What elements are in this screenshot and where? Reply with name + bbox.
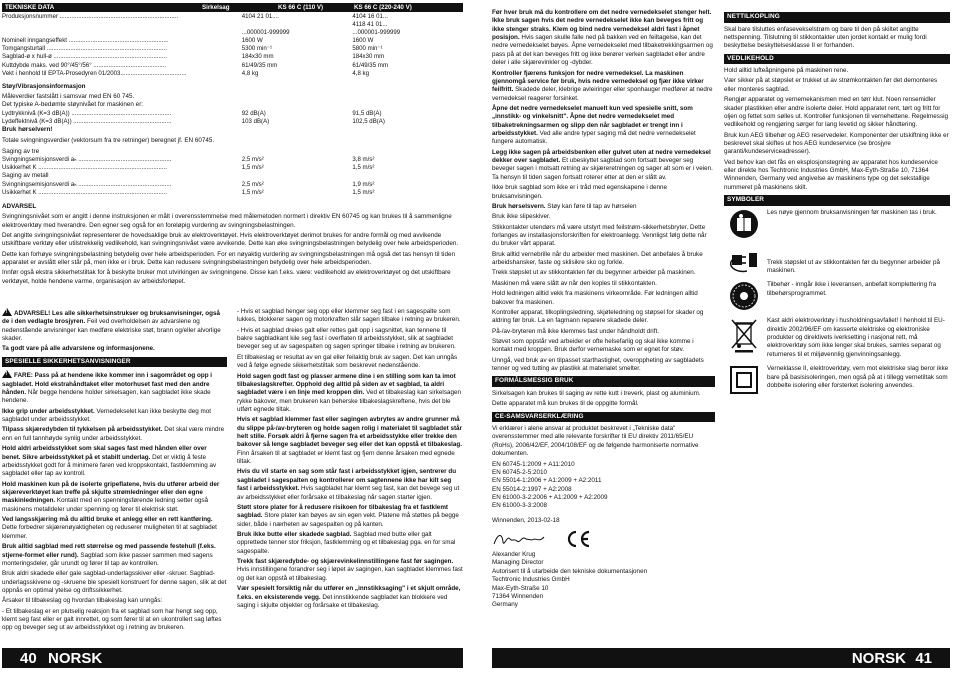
p2-normal: Vernedekselet kan ikke beskytte deg mot sagbladet under arbeidsstykket. bbox=[2, 407, 211, 424]
ved2: Vær sikker på at støpslet er trukket ut av strømkontakten før det demonteres eller monteres sagblad. bbox=[724, 77, 938, 93]
net-text: Skal bare tilsluttes enfasevekselstrøm og bare til den på skiltet angitte nettspenning. Tilslutning til stikkontakter uten jordet kontakt er mulig fordi beskyttelse beskyttelsesklasse II er forhanden. bbox=[724, 25, 927, 50]
symbol-row-bin bbox=[724, 317, 950, 359]
ved4: Bruk kun AEG tilbehør og AEG reservedeler. Komponenter der utskiftning ikke er beskrevet skal skiftes ut hos AEG kundeservice (se brosjyre garanti/kundeserviceadresser). bbox=[724, 131, 949, 156]
table-cell-label: Lydeffektnivå (K=3 dB(A)) .......................................................... bbox=[2, 117, 172, 125]
p4-bold: Hold aldri arbeidsstykket som skal sages fast med hånden eller over benet. Sikre arbeidsstykket på et stabilt underlag. bbox=[2, 445, 207, 461]
sign-auth: Autorisert til å utarbeide den tekniske dokumentasjonen bbox=[492, 567, 648, 575]
section-header-special: SPESIELLE SIKKERHETSANVISNINGER bbox=[2, 357, 227, 368]
mid-p6-normal: Hvis sagbladet har klemt seg fast, kan det bevege seg ut av arbeidsstykket eller forårsake et tilbakeslag når sagen starter igjen. bbox=[237, 485, 460, 501]
left-page-top bbox=[2, 13, 463, 288]
left-page-col1 bbox=[2, 308, 227, 648]
section-header-formal: FORMÅLSMESSIG BRUK bbox=[492, 376, 715, 387]
table-row bbox=[2, 13, 463, 21]
mid-p1: - Hvis et sagblad henger seg opp eller klemmer seg fast i en sagespalte som lukkes, blokkerer sagen og motorkraften slår sagen tilbake i retning av brukeren. bbox=[237, 308, 461, 324]
table-cell-label: Svingningsemisjonsverdi aₕ ....................................................... bbox=[2, 180, 172, 188]
ra-p14: På-/av-bryteren må ikke klemmes fast under håndholdt drift. bbox=[492, 327, 659, 335]
table-row bbox=[2, 37, 463, 45]
p3-normal: Det skal være mindre enn en full tannhøyde synlig under arbeidsstykket. bbox=[2, 426, 225, 442]
table-cell-v2: 1,5 m/s² bbox=[352, 164, 375, 172]
saw-blade-accessory-icon bbox=[729, 281, 759, 311]
standard-item: EN 61000-3-2:2006 + A1:2009 + A2:2009 bbox=[492, 494, 608, 501]
mid-p7-bold: Støtt store plater for å redusere risikoen for tilbakeslag fra et fastklemt sagblad. bbox=[237, 503, 449, 520]
p6-bold: Ved langsskjæring må du alltid bruke et anlegg eller en rett kantføring. bbox=[2, 516, 213, 524]
table-cell-label bbox=[2, 29, 242, 37]
ra-p15: Støvet som oppstår ved arbeider er ofte helsefarlig og skal ikke komme i kontakt med kroppen. Bruk derfor vernemaske som er egnet for støv. bbox=[492, 337, 694, 354]
left-page-language: NORSK bbox=[48, 650, 103, 667]
table-cell-v1: 4,8 kg bbox=[241, 69, 259, 77]
ra-p2-normal: Skadede deler, klebrige avleiringer eller sponhauger medfører at nedre vernedeksel reagerer forsinket. bbox=[492, 86, 713, 102]
mid-p6-bold: Hvis du vil starte en sag som står fast i arbeidsstykket igjen, sentrerer du sagbladet i sagespalten og kontrollerer om sagtennene ikke har kilt seg fast i arbeidsstykket. bbox=[237, 468, 457, 493]
mid-p7-normal: Store plater kan bøyes av sin egen vekt. Platene må støttes på begge sider, både i nærheten av sagespalten og på kanten. bbox=[237, 512, 459, 528]
ra-p10: Trekk støpslet ut av stikkontakten før du begynner arbeider på maskinen. bbox=[492, 269, 696, 277]
symbol-row-accessory bbox=[724, 281, 950, 311]
table-cell-v1: ...000001-999999 bbox=[241, 29, 290, 37]
table-cell-v2: 1,5 m/s² bbox=[352, 188, 375, 196]
ved5: Ved behov kan det fås en eksplosjonstegning av apparatet hos kundeservice eller direkte hos Techtronic Industries GmbH, Max-Eyth-Straße 10, 71364 Winnenden, Germany ved angivelse av maskinens type og det sekstallige nummeret på maskinens skilt. bbox=[724, 158, 938, 191]
table-row bbox=[2, 29, 463, 37]
fare-normal: Når begge hendene holder sirkelsagen, kan sagbladet ikke skade hendene. bbox=[2, 389, 211, 405]
table-row bbox=[2, 21, 463, 29]
mid-p8-bold: Bruk ikke butte eller skadede sagblad. bbox=[237, 530, 352, 538]
ce-mark-icon bbox=[565, 529, 591, 549]
ra-p3-bold: Åpne det nedre vernedekselet manuelt kun ved spesielle snitt, som „innstikk- og vinkelsnitt". Åpne det nedre vernedekselet med tilbaketrekningsarmen og slipp den når sagbladet er trengt inn i arbeidsstykket. bbox=[492, 104, 693, 138]
p7-normal: Sagblad som ikke passer sammen med sagens monteringsdeler, går urundt og fører til tap av kontrollen. bbox=[2, 551, 213, 567]
ra-p7: Bruk ikke slipeskiver. bbox=[492, 213, 551, 221]
table-cell-v2: 4104 16 01... bbox=[352, 13, 388, 20]
table-cell-v2: 4118 41 01... bbox=[352, 21, 388, 29]
ra-p1-bold: Før hver bruk må du kontrollere om det nedre vernedekselet stenger helt. Ikke bruk sagen hvis det nedre vernedekselet ikke kan beveges fritt og ikke stenger straks. Klem og bind nedre vernedeksel aldri fast i åpnet posisjon. bbox=[492, 9, 712, 42]
table-cell-v2: 3,8 m/s² bbox=[352, 156, 375, 164]
class-ii-square-icon bbox=[729, 365, 759, 395]
left-page-col2 bbox=[237, 308, 463, 648]
fare-bold: FARE: Pass på at hendene ikke kommer inn i sagområdet og opp i sagbladet. Hold ekstrahåndtaket eller motorhuset fast med den andre hånden. bbox=[2, 372, 213, 397]
table-row bbox=[2, 118, 463, 126]
formal2: Dette apparatet må kun brukes til de oppgitte formål. bbox=[492, 400, 639, 408]
tech-data-title: TEKNISKE DATA bbox=[5, 4, 55, 11]
symbol-row-unplug bbox=[724, 245, 950, 276]
p5-bold: Hold maskinen kun på de isolerte gripeflatene, hvis du utfører arbeid der skjæreverktøyet kan treffe på skjulte strømledninger eller den egne maskinledningen. bbox=[2, 480, 220, 505]
table-row bbox=[2, 70, 463, 78]
mid-p3: Et tilbakeslag er resultat av en gal eller feilaktig bruk av sagen. Det kan unngås ved å følge egnede sikkerhetstiltak som beskrevet nedenstående. bbox=[237, 353, 458, 370]
country: Germany bbox=[492, 601, 518, 609]
mid-p4-bold: Hold sagen godt fast og plasser armene dine i en stilling som kan ta imot tilbakeslagskrefter. Opphold deg alltid på siden av et sagblad, ta aldri sagbladet være i en linje med kroppen din. bbox=[237, 372, 456, 397]
mid-p2: - Hvis et sagblad dreies galt eller rettes galt opp i sagsnittet, kan tennene til bakre sagbladkant kile seg fast i overflaten til arbeidsstykket, slik at sagbladet beveger seg ut av sagespalten og sagen springer tilbake i retning av brukeren. bbox=[237, 326, 456, 351]
table-cell-v2: 5800 min⁻¹ bbox=[352, 45, 383, 53]
standard-item: EN 61000-3-3:2008 bbox=[492, 502, 547, 510]
table-cell-v1: 184x30 mm bbox=[241, 53, 274, 61]
p8: Bruk aldri skadede eller gale sagblad-underlagsskiver eller -skruer. Sagblad-underlagsskivene og -skruene ble spesielt konstruert for denne sagen, slik at det oppnås en optimal ytelse og driftssikkerhet. bbox=[2, 570, 227, 594]
ra-p4-bold: Legg ikke sagen på arbeidsbenken eller gulvet uten at nedre vernedeksel dekker over sagbladet. bbox=[492, 148, 711, 165]
warning-icon bbox=[2, 308, 12, 316]
p6-normal: Dette forbedrer skjærenøyaktigheten og reduserer muligheten til at sagbladet klemmer. bbox=[2, 524, 217, 540]
sign-title: Managing Director bbox=[492, 559, 544, 567]
sym3-text: Tilbehør - inngår ikke i leveransen, anbefalt komplettering fra tilbehørsprogrammet. bbox=[767, 281, 937, 297]
tech-data-col0: Sirkelsag bbox=[202, 4, 230, 11]
section-header-maintenance: VEDLIKEHOLD bbox=[724, 54, 950, 65]
table-row bbox=[2, 164, 463, 172]
ra-p12: Hold ledningen alltid vekk fra maskinens virkeområde. Før ledningen alltid bakover fra maskinen. bbox=[492, 290, 698, 306]
ra-p9: Bruk alltid vernebrille når du arbeider med maskinen. Det anbefales å bruke arbeidshansker, faste og sklisikre sko og forkle. bbox=[492, 250, 703, 267]
table-row bbox=[2, 110, 463, 118]
signature-row bbox=[492, 529, 715, 549]
company: Techtronic Industries GmbH bbox=[492, 576, 570, 584]
ra-p6-normal: Støy kan føre til tap av hørselen bbox=[545, 202, 637, 210]
table-cell-label: Vekt i henhold til EPTA-Prosedyren 01/2003....................................... bbox=[2, 69, 187, 77]
sym1-text: Les nøye gjennom bruksanvisningen før maskinen tas i bruk. bbox=[767, 208, 937, 216]
ra-p1-normal: Hvis sagen skulle falle ned på bakken ved en feiltagelse, kan det nedre vernedekselet bøyes. Åpne vernedekselet med tilbaketrekkingsarmen og pass på at det kan beveges fritt og ikke berører verken sagbladet eller andre deler i alle skjærevinkler og -dybder. bbox=[492, 34, 713, 67]
sym5-text: Verneklasse II, elektroverktøy, vern mot elektriske slag beror ikke bare på basisisoleringen, men også på at i tillegg vernetiltak som dobbelte isolering eller forsterket isolering anvendes. bbox=[767, 365, 949, 389]
table-cell-v1: 92 dB(A) bbox=[241, 109, 266, 117]
left-footer bbox=[2, 648, 463, 668]
table-cell-v1 bbox=[242, 21, 353, 29]
left-page-number: 40 bbox=[20, 650, 37, 667]
table-row bbox=[2, 189, 463, 197]
vib-total: Totale svingningsverdier (vektorsum fra tre retninger) beregnet jf. EN 60745. bbox=[2, 137, 215, 145]
mid-p5-bold: Hvis et sagblad klemmer fast eller sagingen avbrytes av andre grunner må du slippe på-/av-bryteren og holde sagen rolig i materialet til sagbladet står helt stille. Forsøk aldri å fjerne sagen fra et arbeidsstykke eller trekke den bakover så lenge sagbladet beveger seg eller det kan oppstå et tilbakeslag. bbox=[237, 416, 463, 449]
table-row bbox=[2, 156, 463, 164]
sym4-text: Kast aldri elektroverktøy i husholdningsavfallet! I henhold til EU-direktiv 2002/96/EF om kasserte elektriske og elektroniske produkter og direktivets iverksetting i nasjonal rett, må elektroverktøy som ikke lenger skal brukes, samles separat og returneres til et miljøvennlig gjenvinningsanlegg. bbox=[767, 317, 945, 358]
table-cell-v1: 1600 W bbox=[241, 37, 263, 45]
table-cell-label: Svingningsemisjonsverdi aₕ ....................................................... bbox=[2, 156, 172, 164]
street: Max-Eyth-Straße 10 bbox=[492, 584, 549, 592]
table-cell-v2: 4,8 kg bbox=[352, 69, 369, 77]
ved3: Rengjør apparatet og vernemekanismen med en tørr klut. Noen rensemidler skader plastikken eller andre isolerte deler. Hold apparatet rent, tørt og fritt for oljen og fettet som sølles ut. Kontroller funksjonen til vernehettene. Regelmessig vedlikehold og rengjøring sørger for lang levetid og sikker håndtering. bbox=[724, 96, 949, 129]
mid-p5-normal: Finn årsaken til at sagbladet er klemt fast og fjern denne årsaken med egnede tiltak. bbox=[237, 449, 455, 466]
table-cell-v2: ...000001-999999 bbox=[352, 29, 401, 37]
p4-normal: Det er viktig å feste arbeidsstykket godt for å minimere faren ved kroppskontakt, fastklemming av sagbladet eller tap av kontroll. bbox=[2, 453, 217, 478]
tech-data-col2: KS 66 C (220-240 V) bbox=[354, 4, 412, 11]
table-cell-label: Tomgangsturtall ....................................................................... bbox=[2, 45, 167, 53]
mid-p10-bold: Vær spesielt forsiktig når du utfører en „innstikksaging" i et skjult område, f.eks. en eksisterende vegg. bbox=[237, 585, 461, 601]
table-cell-label: Nominell inngangseffekt ........................................................... bbox=[2, 37, 169, 45]
table-cell-label bbox=[2, 21, 242, 29]
tech-data-col1: KS 66 C (110 V) bbox=[278, 4, 324, 11]
mid-p8-normal: Sagblad med butte eller galt opprettede tenner stor friksjon, fastklemming og et tilbakeslag pga. en for smal sagespalte. bbox=[237, 530, 456, 555]
formal1: Sirkelsagen kan brukes til saging av rette kutt i treverk, plast og aluminium. bbox=[492, 389, 701, 397]
ved1: Hold alltid lufteåpningene på maskinen rene. bbox=[724, 67, 849, 75]
advarsel-p4: Innfør også ekstra sikkerhetstiltak for å beskytte bruker mot utvirkingen av svingningene. Disse kan f.eks. være: vedlikehold av elektroverktøyet og det utskiftbare verktøyet, holde hendene varme, organisasjon av arbeidsforløpet. bbox=[2, 269, 451, 285]
unplug-icon bbox=[729, 245, 759, 275]
ra-p5: Ikke bruk sagblad som ikke er i tråd med egenskapene i denne bruksanvisningen. bbox=[492, 184, 668, 200]
warning-icon bbox=[2, 370, 12, 378]
crossed-bin-icon bbox=[729, 317, 759, 353]
manual-read-icon bbox=[729, 209, 759, 239]
tech-data-header bbox=[2, 3, 463, 12]
noise-table bbox=[2, 110, 463, 126]
table-cell-v1: 1,5 m/s² bbox=[241, 164, 264, 172]
table-cell-v2: 61/49/35 mm bbox=[352, 61, 388, 69]
table-cell-v1: 2,5 m/s² bbox=[241, 156, 264, 164]
advarsel-p3: Dette kan forhøye svingningsbelastning betydelig over hele arbeidsperioden. For en nøyaktig vurdering av svingningsbelastningen må også det tas hensyn til tiden apparatet er avslått eller står på, men ikke er i bruk. Dette kan redusere svingningsbelastningen betydelig over hele arbeidsperioden. bbox=[2, 250, 455, 266]
section-header-symbols: SYMBOLER bbox=[724, 195, 950, 206]
right-page-col1 bbox=[492, 9, 715, 649]
table-cell-label: Usikkerhet K ............................................................................ bbox=[2, 188, 167, 196]
standards-list bbox=[492, 461, 715, 511]
ce1: Vi erklærer i alene ansvar at produktet beskrevet i „Tekniske data" overensstemmer med alle relevante forskrifter til EU direktiv 2011/65/EU (RoHs), 2006/42/EF, 2004/108/EF og de følgende harmoniserte normative dokumenten. bbox=[492, 425, 699, 458]
ra-p13: Kontroller apparat, tilkoplingsledning, skjøteledning og støpsel for skader og aldring før bruk. La en fagmann reparere skadede deler. bbox=[492, 308, 704, 325]
mid-p9-bold: Trekk fast skjæredybde- og skjærevinkelinnstillingene fast før sagingen. bbox=[237, 558, 454, 566]
ce-place: Winnenden, 2013-02-18 bbox=[492, 516, 560, 524]
signature-icon bbox=[492, 529, 547, 549]
keep-note: Ta godt vare på alle advarslene og informasjonene. bbox=[2, 345, 155, 353]
table-row bbox=[2, 45, 463, 53]
section-header-net: NETTILKOPLING bbox=[724, 12, 950, 23]
table-cell-label: Usikkerhet K ............................................................................ bbox=[2, 164, 167, 172]
ra-p11: Maskinen må være slått av når den koples til stikkontakten. bbox=[492, 279, 657, 287]
warn-normal: Feil ved overholdelsen av advarslene og nedenstående anvisninger kan medføre elektriske støt, brann og/eller alvorlige skader. bbox=[2, 318, 221, 343]
city: 71364 Winnenden bbox=[492, 592, 544, 600]
table-row bbox=[2, 53, 463, 61]
table-cell-v1: 103 dB(A) bbox=[241, 117, 270, 125]
ra-p16: Unngå, ved bruk av en tilpasset starthastighet, overoppheting av sagbladets tenner og ved tutting av plastikk at materialet smelter. bbox=[492, 356, 704, 373]
ra-p3-normal: Ved alle andre typer saging må det nedre vernedekselet fungere automatisk. bbox=[492, 130, 696, 146]
sign-name: Alexander Krug bbox=[492, 551, 536, 559]
table-cell-v2: 1,9 m/s² bbox=[352, 180, 375, 188]
p5-normal: Kontakt med en spenningsførende ledning setter også maskinens metalldeler under spenning og fører til elektrisk støt. bbox=[2, 497, 209, 513]
right-page-col2 bbox=[724, 9, 950, 649]
vib-table-wood bbox=[2, 156, 463, 172]
ra-p2-bold: Kontroller fjærens funksjon for nedre vernedeksel. La maskinen gjennomgå service før bruk, hvis nedre vernedeksel og fjær ikke virker feilfritt. bbox=[492, 69, 704, 94]
table-cell-v1: 61/49/35 mm bbox=[241, 61, 278, 69]
p9: Årsaker til tilbakeslag og hvordan tilbakeslag kan unngås: bbox=[2, 597, 163, 605]
right-page-number: 41 bbox=[915, 650, 932, 667]
table-cell-v2: 102,5 dB(A) bbox=[352, 117, 385, 125]
table-cell-v2: 184x30 mm bbox=[352, 53, 385, 61]
standard-item: EN 55014-2:1997 + A2:2008 bbox=[492, 485, 572, 493]
ra-p6-bold: Bruk hørselsvern. bbox=[492, 202, 546, 210]
noise-intro1: Måleverdier fastslått i samsvar med EN 60 745. bbox=[2, 93, 135, 101]
table-cell-v1: 2,5 m/s² bbox=[241, 180, 264, 188]
spec-table bbox=[2, 13, 463, 78]
mid-p10-normal: Det innstikkende sagbladet kan blokkere ved saging i skjulte objekter og forårsake et tilbakeslag. bbox=[237, 593, 448, 609]
noise-title: Støy/Vibrasjonsinformasjon bbox=[2, 82, 86, 90]
table-cell-label: Sagblad-ø x hull-ø ................................................................... bbox=[2, 53, 167, 61]
noise-intro2: Det typiske A-bedømte støynivået for maskinen er: bbox=[2, 101, 144, 109]
standard-item: EN 60745-1:2009 + A11:2010 bbox=[492, 460, 575, 468]
advarsel-p2: Det angitte svingningsnivået representerer de hovedsaklige bruk av elektroverktøyet. Hvis elektroverktøyet derimot brukes for andre formål og med avvikende utskiftbare verktøy eller utilstrekkelig vedlikehold, kan svingningsnivået være avvikende. Dette kan øke svingningsbelastningen betydelig over hele arbeidsperioden. bbox=[2, 231, 459, 248]
advarsel-p1: Svingningsnivået som er angitt i denne instruksjonen er målt i overensstemmelse med målemetoden normert i direktiv EN 60745 og kan brukes til å sammenligne elektroverktøy med hverandre. Den egner seg også for en foreløpig vurdering av svingningsbelastningen. bbox=[2, 213, 452, 229]
table-cell-v1: 1,5 m/s² bbox=[241, 188, 264, 196]
p10: - Et tilbakeslag er en plutselig reaksjon fra et sagblad som har hengt seg opp, klemt seg fast eller er galt innrettet, og som fører til at en ukontrollert sag løftes opp og beveger seg ut av arbeidsstykket og i retning av brukeren. bbox=[2, 607, 222, 632]
advarsel-title: ADVARSEL bbox=[2, 202, 37, 210]
p7-bold: Bruk alltid sagblad med rett størrelse og med passende festehull (f.eks. stjerne-formet eller rund). bbox=[2, 543, 216, 559]
mid-p9-normal: Hvis innstillingene forandrer seg i løpet av sagingen, kan sagbladet klemmes fast og det kan oppstå et tilbakeslag. bbox=[237, 566, 463, 582]
ra-p4-normal: Et ubeskyttet sagblad som fortsatt beveger seg beveger sagen i motsatt retning av skjæreretningen og sager alt som er i veien. Ta hensyn til tiden sagen fortsatt roterer etter at den er slått av. bbox=[492, 157, 713, 181]
symbol-row-manual bbox=[724, 209, 950, 239]
table-cell-label: Produksjonsnummer ...................................................................... bbox=[2, 13, 179, 20]
table-row bbox=[2, 181, 463, 189]
table-cell-v1: 4104 21 01.... bbox=[241, 13, 280, 20]
symbol-row-class2 bbox=[724, 365, 950, 395]
ra-p8: Stikkontakter utendørs må være utstyrt med feilstrøm-sikkerhetsbryter. Dette forlanges av installasjonsforskriften for elektroanlegg. Vennligst følg dette når du bruker vårt apparat. bbox=[492, 223, 707, 248]
warn-bold: ADVARSEL! Les alle sikkerhetsinstrukser og bruksanvisninger, også de i den vedlagte brosjyren. bbox=[2, 310, 221, 326]
mid-p4-normal: Ved et tilbakeslag kan sirkelsagen rykke bakover, men brukeren kan beherske tilbakeslagskreftene, hvis det ble utført egnede tiltak. bbox=[237, 389, 461, 413]
ear-protection: Bruk hørselvern! bbox=[2, 126, 53, 134]
table-cell-label: Lydtrykknivå (K=3 dB(A)) ........................................................... bbox=[2, 109, 172, 117]
p2-bold: Ikke grip under arbeidsstykket. bbox=[2, 407, 95, 415]
vib-table-metal bbox=[2, 181, 463, 197]
right-footer bbox=[492, 648, 950, 668]
metal-label: Saging av metall bbox=[2, 172, 49, 180]
table-cell-v2: 91,5 dB(A) bbox=[352, 109, 382, 117]
p3-bold: Tilpass skjæredybden til tykkelsen på arbeidsstykket. bbox=[2, 426, 163, 434]
table-cell-label: Kuttdybde maks. ved 90°/45°/56° ........................................... bbox=[2, 61, 167, 69]
section-header-ce: CE-SAMSVARSERKLÆRING bbox=[492, 412, 715, 423]
sym2-text: Trekk støpslet ut av stikkontakten før du begynner arbeider på maskinen. bbox=[767, 258, 941, 275]
right-page-language: NORSK bbox=[851, 650, 906, 667]
table-cell-v2: 1600 W bbox=[352, 37, 374, 45]
table-row bbox=[2, 62, 463, 70]
wood-label: Saging av tre bbox=[2, 147, 40, 155]
standard-item: EN 55014-1:2006 + A1:2009 + A2:2011 bbox=[492, 477, 602, 485]
standard-item: EN 60745-2-5:2010 bbox=[492, 468, 547, 476]
table-cell-v1: 5300 min⁻¹ bbox=[241, 45, 273, 53]
